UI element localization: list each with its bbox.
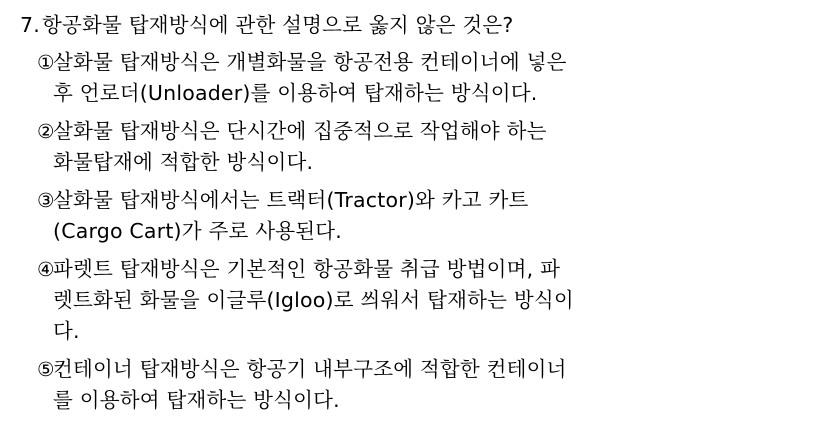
choice-line: 살화물 탑재방식에서는 트랙터(Tractor)와 카고 카트 [53,188,529,212]
choice-marker-1: ① [37,51,55,74]
choice-line: 컨테이너 탑재방식은 항공기 내부구조에 적합한 컨테이너 [53,357,567,381]
choice-line: 를 이용하여 탑재하는 방식이다. [53,388,340,412]
choice-marker-4: ④ [37,258,55,281]
choice-text-1 [44,47,753,109]
choice-line: 살화물 탑재방식은 단시간에 집중적으로 작업해야 하는 [53,119,547,143]
question-stem [12,10,814,41]
choice-option-3[interactable] [12,185,814,247]
question-number: 7. [20,13,40,37]
choice-marker-3: ③ [37,189,55,212]
question-text: 항공화물 탑재방식에 관한 설명으로 옳지 않은 것은? [42,13,514,37]
choice-line: (Cargo Cart)가 주로 사용된다. [53,219,342,243]
choice-text-5 [44,354,753,416]
choice-option-1[interactable] [12,47,814,109]
choice-marker-5: ⑤ [37,358,55,381]
choice-text-4 [44,254,753,347]
choice-text-3 [44,185,753,247]
choice-text-2 [44,116,753,178]
choice-option-2[interactable] [12,116,814,178]
choice-marker-2: ② [37,120,55,143]
choice-line: 후 언로더(Unloader)를 이용하여 탑재하는 방식이다. [53,81,538,105]
choice-line: 다. [53,319,80,343]
choice-line: 살화물 탑재방식은 개별화물을 항공전용 컨테이너에 넣은 [53,50,567,74]
choice-option-4[interactable] [12,254,814,347]
choice-line: 렛트화된 화물을 이글루(Igloo)로 씌워서 탑재하는 방식이 [53,288,574,312]
choice-option-5[interactable] [12,354,814,416]
choice-line: 파렛트 탑재방식은 기본적인 항공화물 취급 방법이며, 파 [53,257,561,281]
choice-line: 화물탑재에 적합한 방식이다. [53,150,314,174]
choice-list [12,47,814,416]
